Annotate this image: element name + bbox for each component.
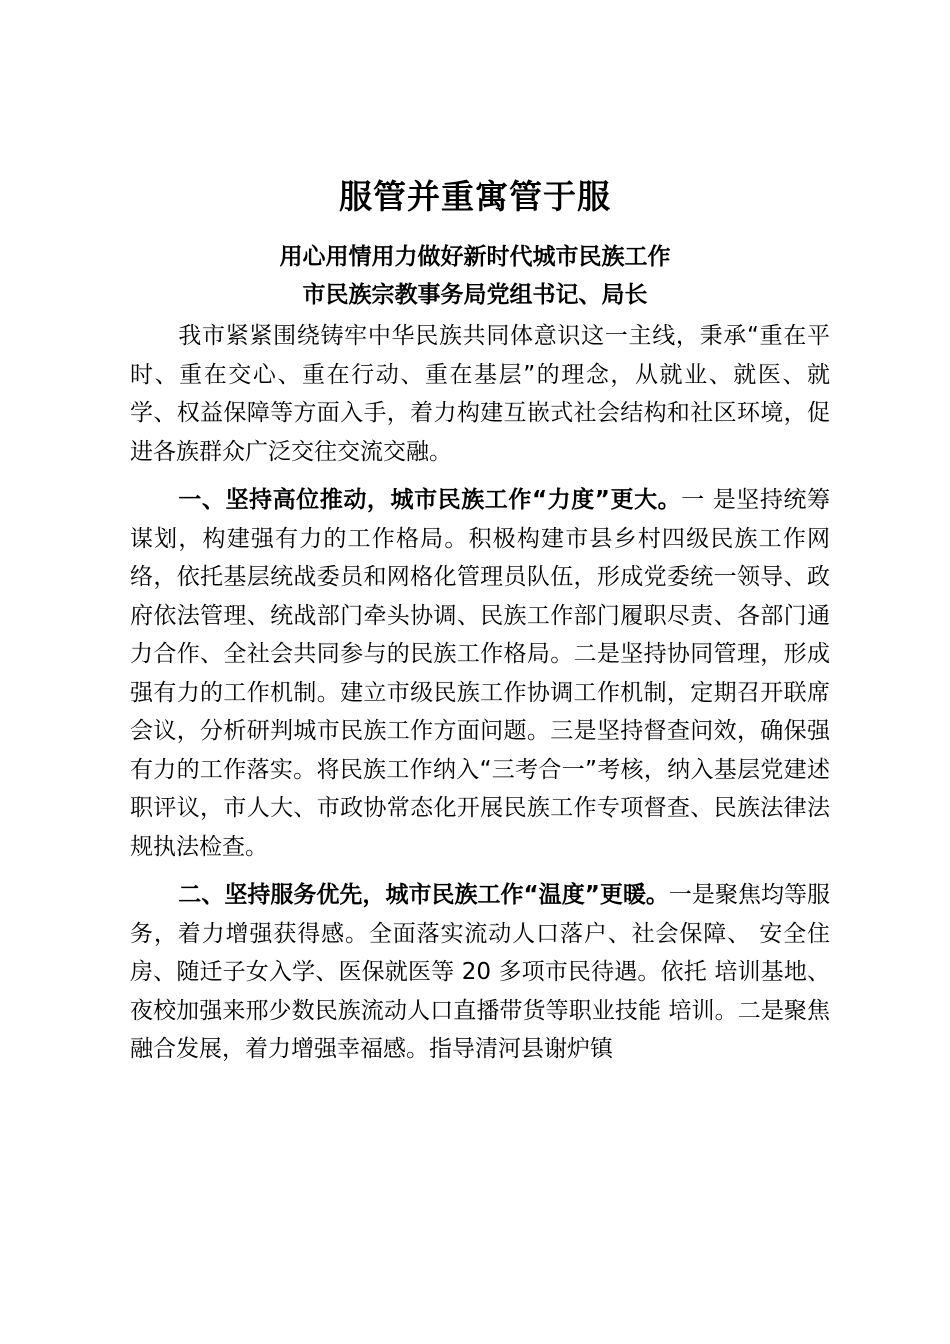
paragraph-section-1 (130, 481, 830, 866)
author-line: 市民族宗教事务局党组书记、局长 (302, 282, 648, 308)
document-subtitle: 用心用情用力做好新时代城市民族工作 (279, 244, 671, 270)
paragraph-text: 我市紧紧围绕铸牢中华民族共同体意识这一主线，秉承“重在平时、重在交心、重在行动、重在基层”的理念，从就业、就医、就学、权益保障等方面入手，着力构建互嵌式社会结构和社区环境，促进各族群众广泛交往交流交融。 (130, 323, 830, 465)
paragraph-text: 一是聚焦均等服务，着力增强获得感。全面落实流动人口落户、社会保障、 安全住房、随迁子女入学、医保就医等 20 多项市民待遇。依托 培训基地、夜校加强来邢少数民族流动人口直播带货等职业技能 培训。二是聚焦融合发展，着力增强幸福感。指导清河县谢炉镇 (130, 882, 831, 1062)
document-body (130, 317, 830, 1079)
paragraph-section-2 (130, 876, 830, 1069)
section-heading: 一、坚持高位推动，城市民族工作“力度”更大。 (178, 487, 682, 513)
paragraph-text: 一 是坚持统筹谋划，构建强有力的工作格局。积极构建市县乡村四级民族工作网络，依托基层统战委员和网格化管理员队伍，形成党委统一领导、政府依法管理、统战部门牵头协调、民族工作部门履职尽责、各部门通力合作、全社会共同参与的民族工作格局。二是坚持协同管理，形成强有力的工作机制。建立市级民族工作协调工作机制，定期召开联席会议，分析研判城市民族工作方面问题。三是坚持督查问效，确保强有力的工作落实。将民族工作纳入“三考合一”考核，纳入基层党建述职评议，市人大、市政协常态化开展民族工作专项督查、民族法律法规执法检查。 (130, 487, 831, 860)
document-title: 服管并重寓管于服 (339, 177, 611, 216)
paragraph-intro (130, 317, 830, 471)
section-heading: 二、坚持服务优先，城市民族工作“温度”更暖。 (178, 882, 669, 908)
